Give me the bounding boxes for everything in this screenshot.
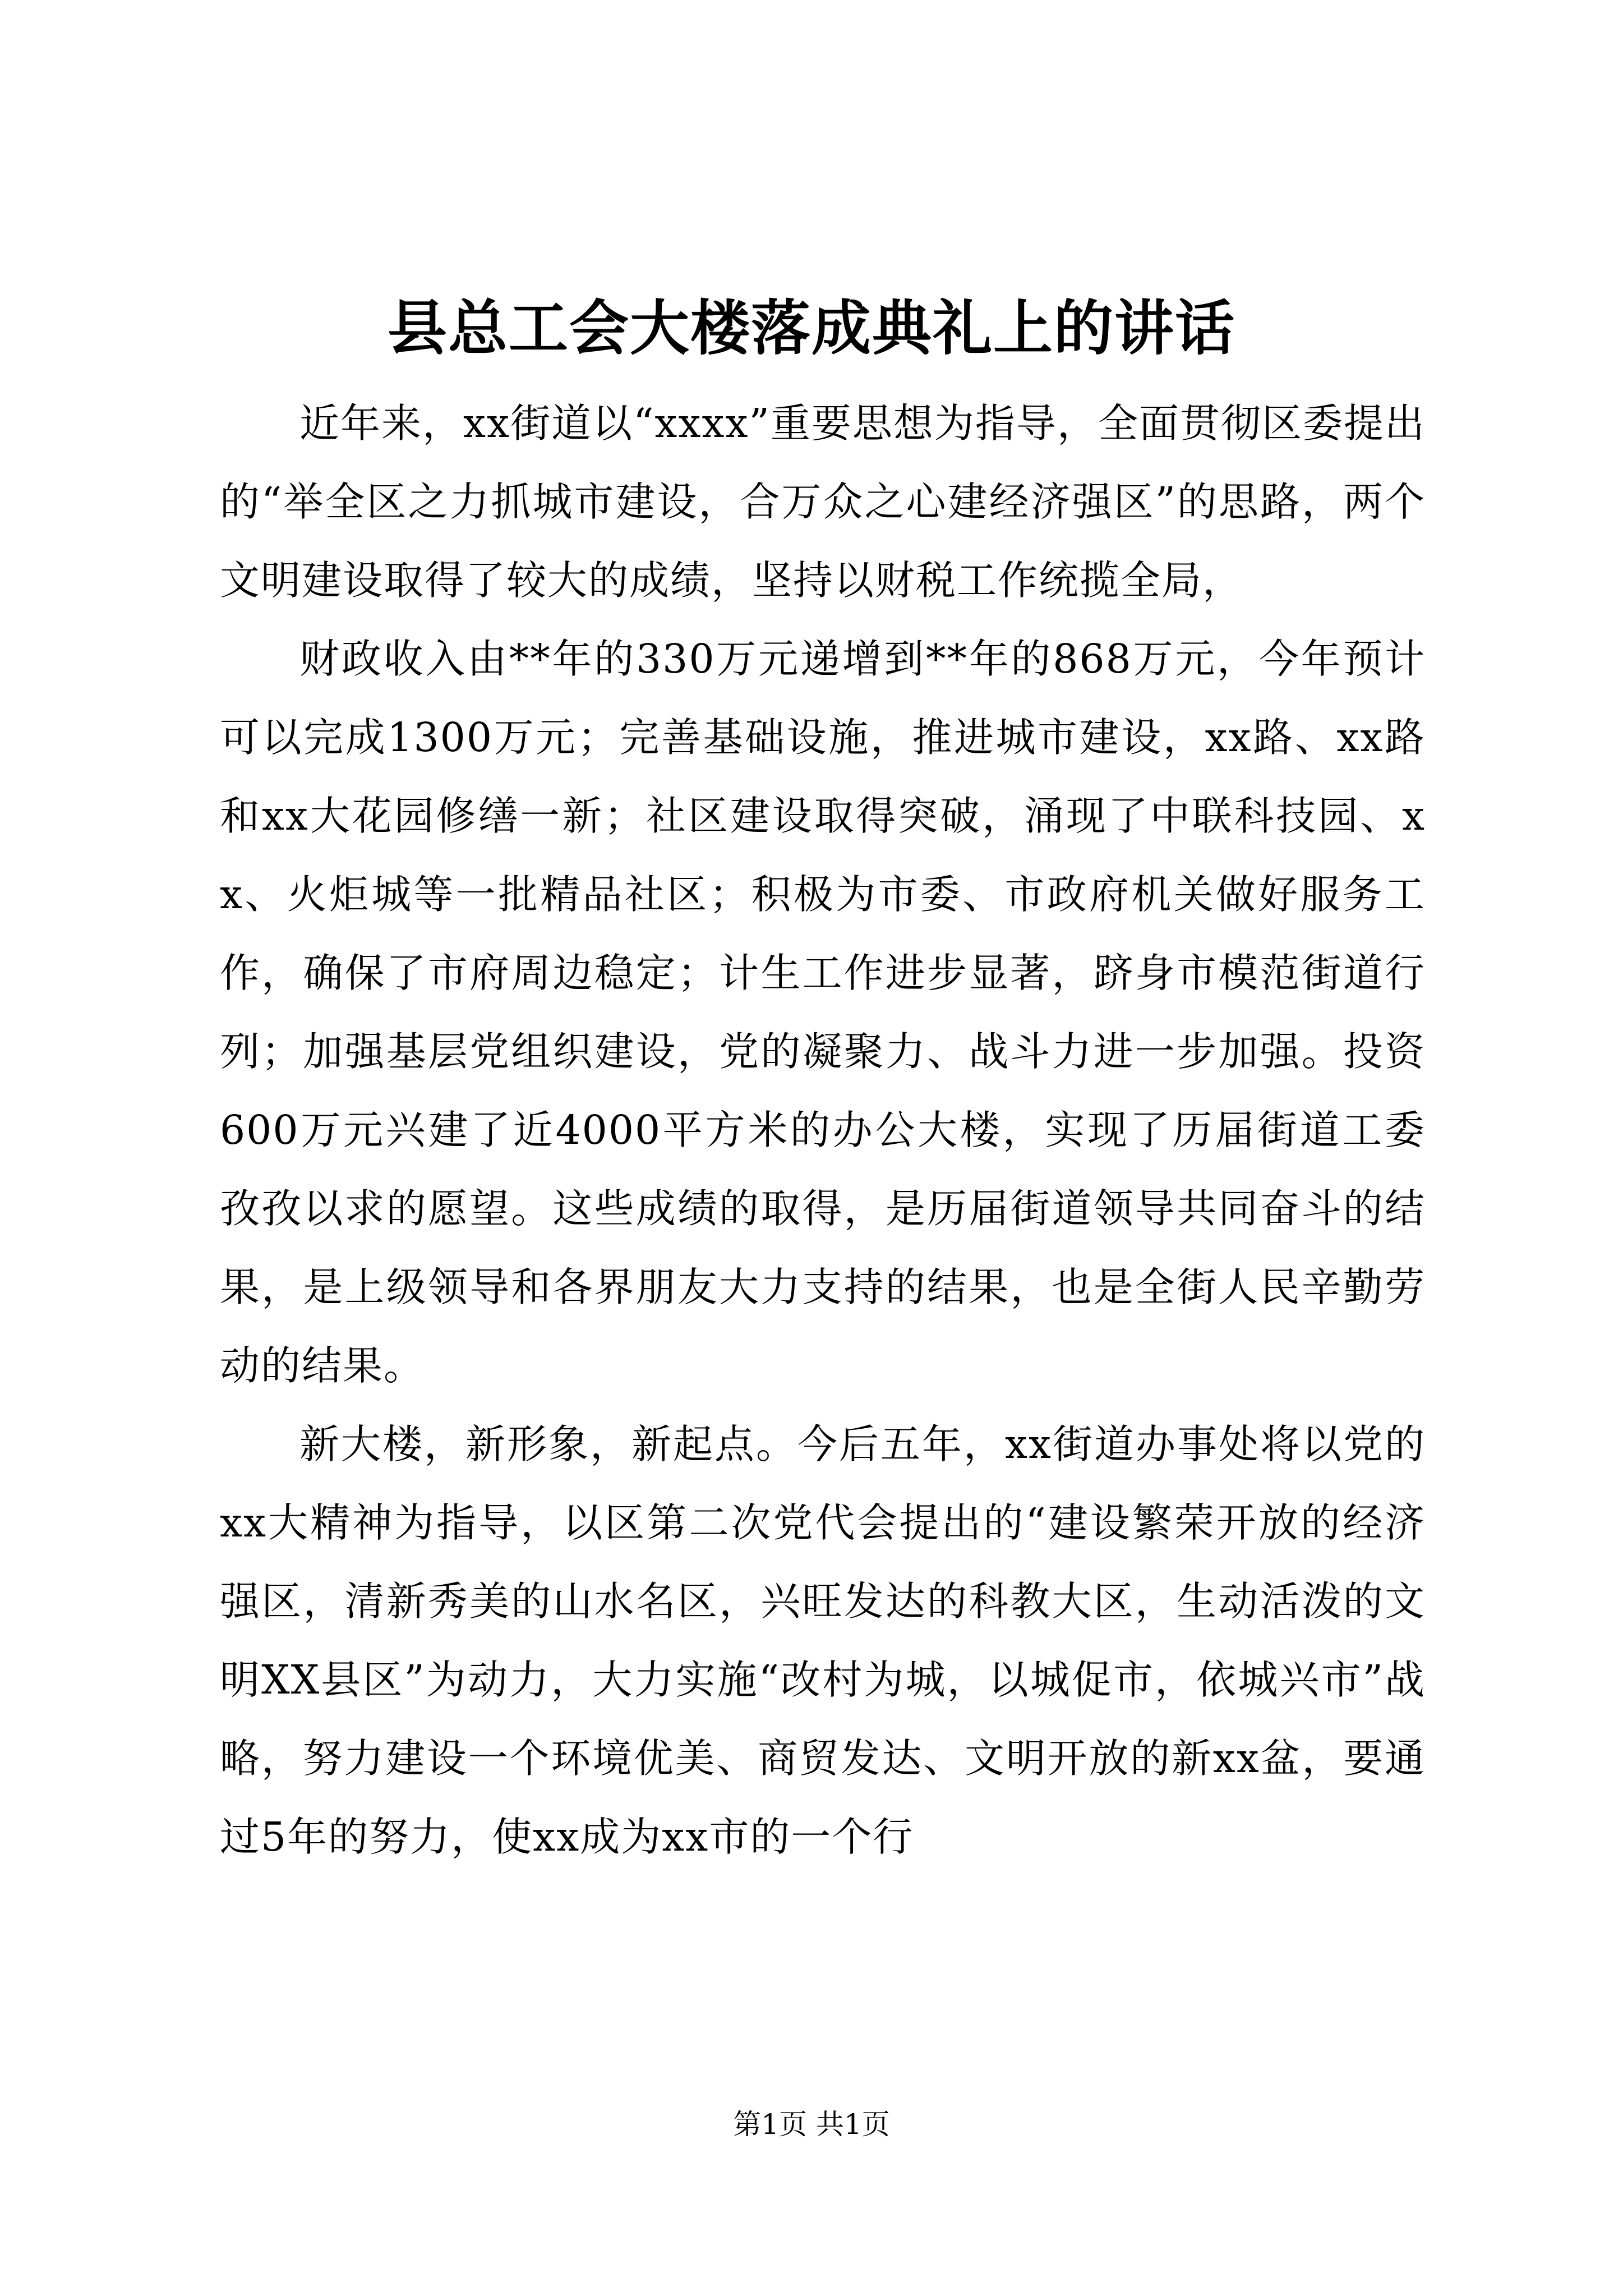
paragraph-2: 财政收入由**年的330万元递增到**年的868万元，今年预计可以完成1300万元；完善基础设施，推进城市建设，xx路、xx路和xx大花园修缮一新；社区建设取得突破，涌现了中联科技园、xx、火炬城等一批精品社区；积极为市委、市政府机关做好服务工作，确保了市府周边稳定；计生工作进步显著，跻身市模范街道行列；加强基层党组织建设，党的凝聚力、战斗力进一步加强。投资600万元兴建了近4000平方米的办公大楼，实现了历届街道工委孜孜以求的愿望。这些成绩的取得，是历届街道领导共同奋斗的结果，是上级领导和各界朋友大力支持的结果，也是全街人民辛勤劳动的结果。 — [220, 636, 1426, 1389]
paragraph-3: 新大楼，新形象，新起点。今后五年，xx街道办事处将以党的xx大精神为指导，以区第二次党代会提出的“建设繁荣开放的经济强区，清新秀美的山水名区，兴旺发达的科教大区，生动活泼的文明XX县区”为动力，大力实施“改村为城，以城促市，依城兴市”战略，努力建设一个环境优美、商贸发达、文明开放的新xx盆，要通过5年的努力，使xx成为xx市的一个行 — [220, 1421, 1426, 1860]
page-number-footer: 第1页 共1页 — [733, 2108, 890, 2141]
document-title: 县总工会大楼落成典礼上的讲话 — [388, 293, 1235, 363]
paragraph-1: 近年来，xx街道以“xxxx”重要思想为指导，全面贯彻区委提出的“举全区之力抓城市建设，合万众之心建经济强区”的思路，两个文明建设取得了较大的成绩，坚持以财税工作统揽全局， — [220, 400, 1426, 604]
document-body — [220, 384, 1426, 1876]
